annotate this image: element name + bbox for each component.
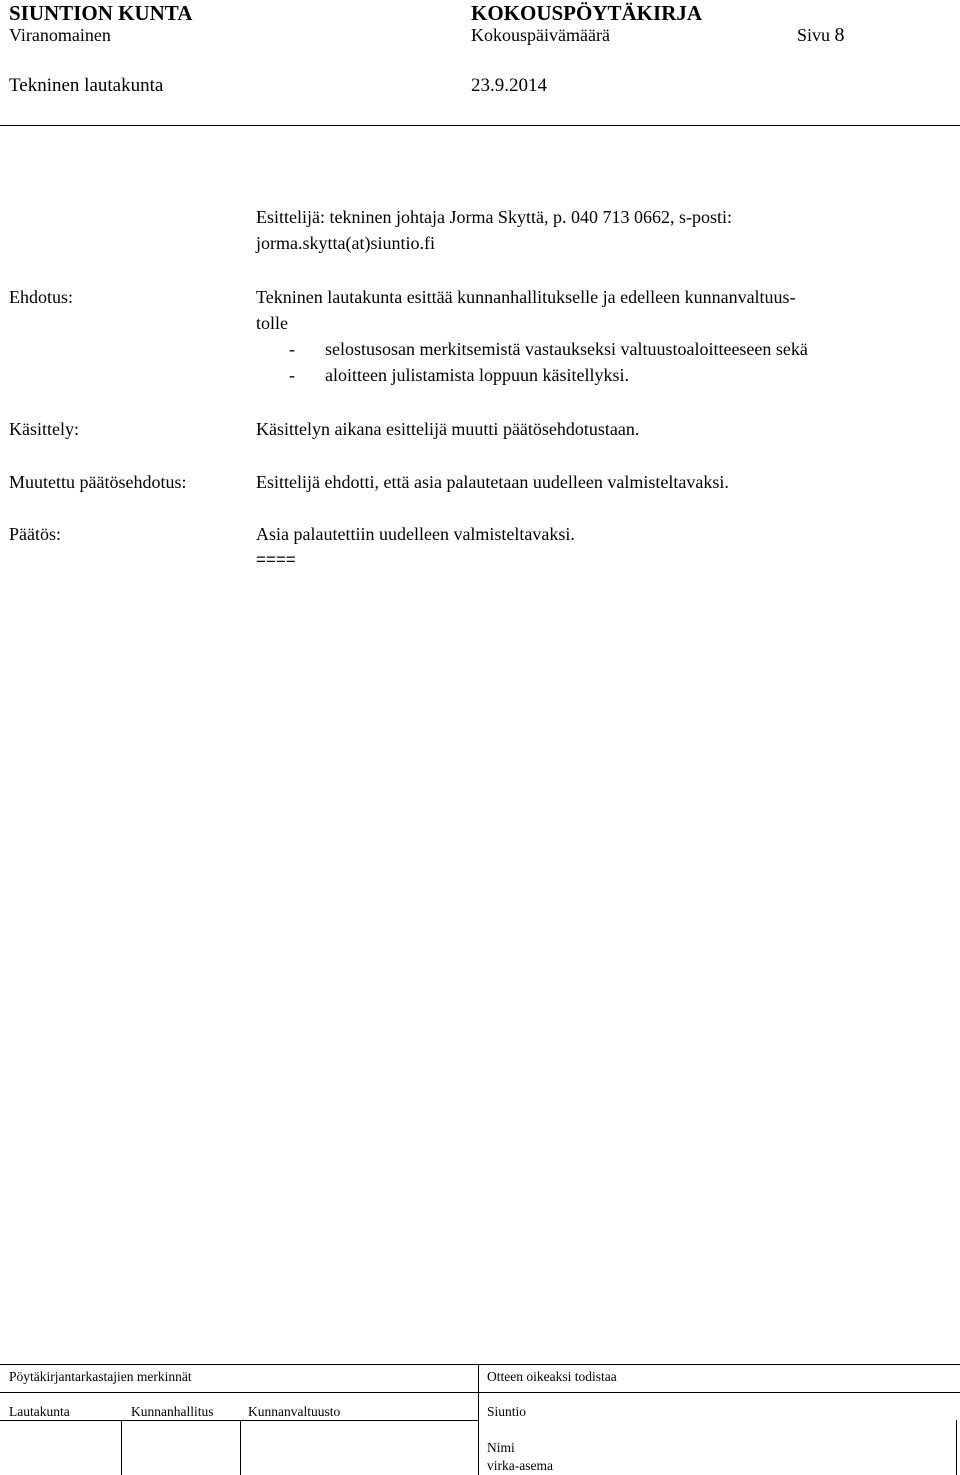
authority-name: Tekninen lautakunta [9,75,164,96]
amended-proposal-label: Muutettu päätösehdotus: [9,472,187,492]
footer-col-board: Lautakunta [9,1404,70,1419]
proposal-label: Ehdotus: [9,287,74,307]
org-name: SIUNTION KUNTA [9,1,193,25]
handling-label: Käsittely: [9,419,79,439]
certified-label: Otteen oikeaksi todistaa [487,1369,617,1384]
handling-text: Käsittelyn aikana esittelijä muutti päätösehdotustaan. [256,419,640,439]
header-divider [0,125,960,126]
page-number: 8 [834,24,845,46]
document-type: KOKOUSPÖYTÄKIRJA [471,1,703,25]
proposal-line-2: tolle [256,313,288,333]
footer-signature-divider-1 [121,1420,122,1475]
meeting-date: 23.9.2014 [471,75,547,96]
date-label: Kokouspäivämäärä [471,25,610,45]
amended-proposal-text: Esittelijä ehdotti, että asia palautetaan uudelleen valmisteltavaksi. [256,472,729,492]
footer-right-edge [956,1420,957,1475]
footer-column-divider [478,1364,479,1475]
page-indicator [797,24,845,47]
decision-text: Asia palautettiin uudelleen valmisteltavaksi. [256,524,575,544]
footer-col-municipal-board: Kunnanhallitus [131,1404,214,1419]
decision-label: Päätös: [9,524,61,544]
footer-position-label: virka-asema [487,1458,553,1473]
footer-signature-divider-2 [240,1420,241,1475]
footer-name-label: Nimi [487,1440,515,1455]
presenter-line-1: Esittelijä: tekninen johtaja Jorma Skyttä, p. 040 713 0662, s-posti: [256,207,732,227]
proposal-line-1: Tekninen lautakunta esittää kunnanhallitukselle ja edelleen kunnanvaltuus- [256,287,796,307]
bullet-item-2: aloitteen julistamista loppuun käsitellyksi. [325,365,629,385]
footer-top-border [0,1364,960,1365]
bullet-dash-1: - [289,339,295,359]
end-mark: ==== [256,550,296,569]
authority-label: Viranomainen [9,25,111,45]
footer-signature-row-divider [0,1420,478,1421]
bullet-item-1: selostusosan merkitsemistä vastaukseksi valtuustoaloitteeseen sekä [325,339,808,359]
footer-place: Siuntio [487,1404,527,1419]
footer-col-council: Kunnanvaltuusto [248,1404,341,1419]
page-label: Sivu [797,25,831,45]
footer-row-divider [0,1392,960,1393]
presenter-line-2: jorma.skytta(at)siuntio.fi [256,233,435,253]
reviewers-label: Pöytäkirjantarkastajien merkinnät [9,1369,192,1384]
bullet-dash-2: - [289,365,295,385]
